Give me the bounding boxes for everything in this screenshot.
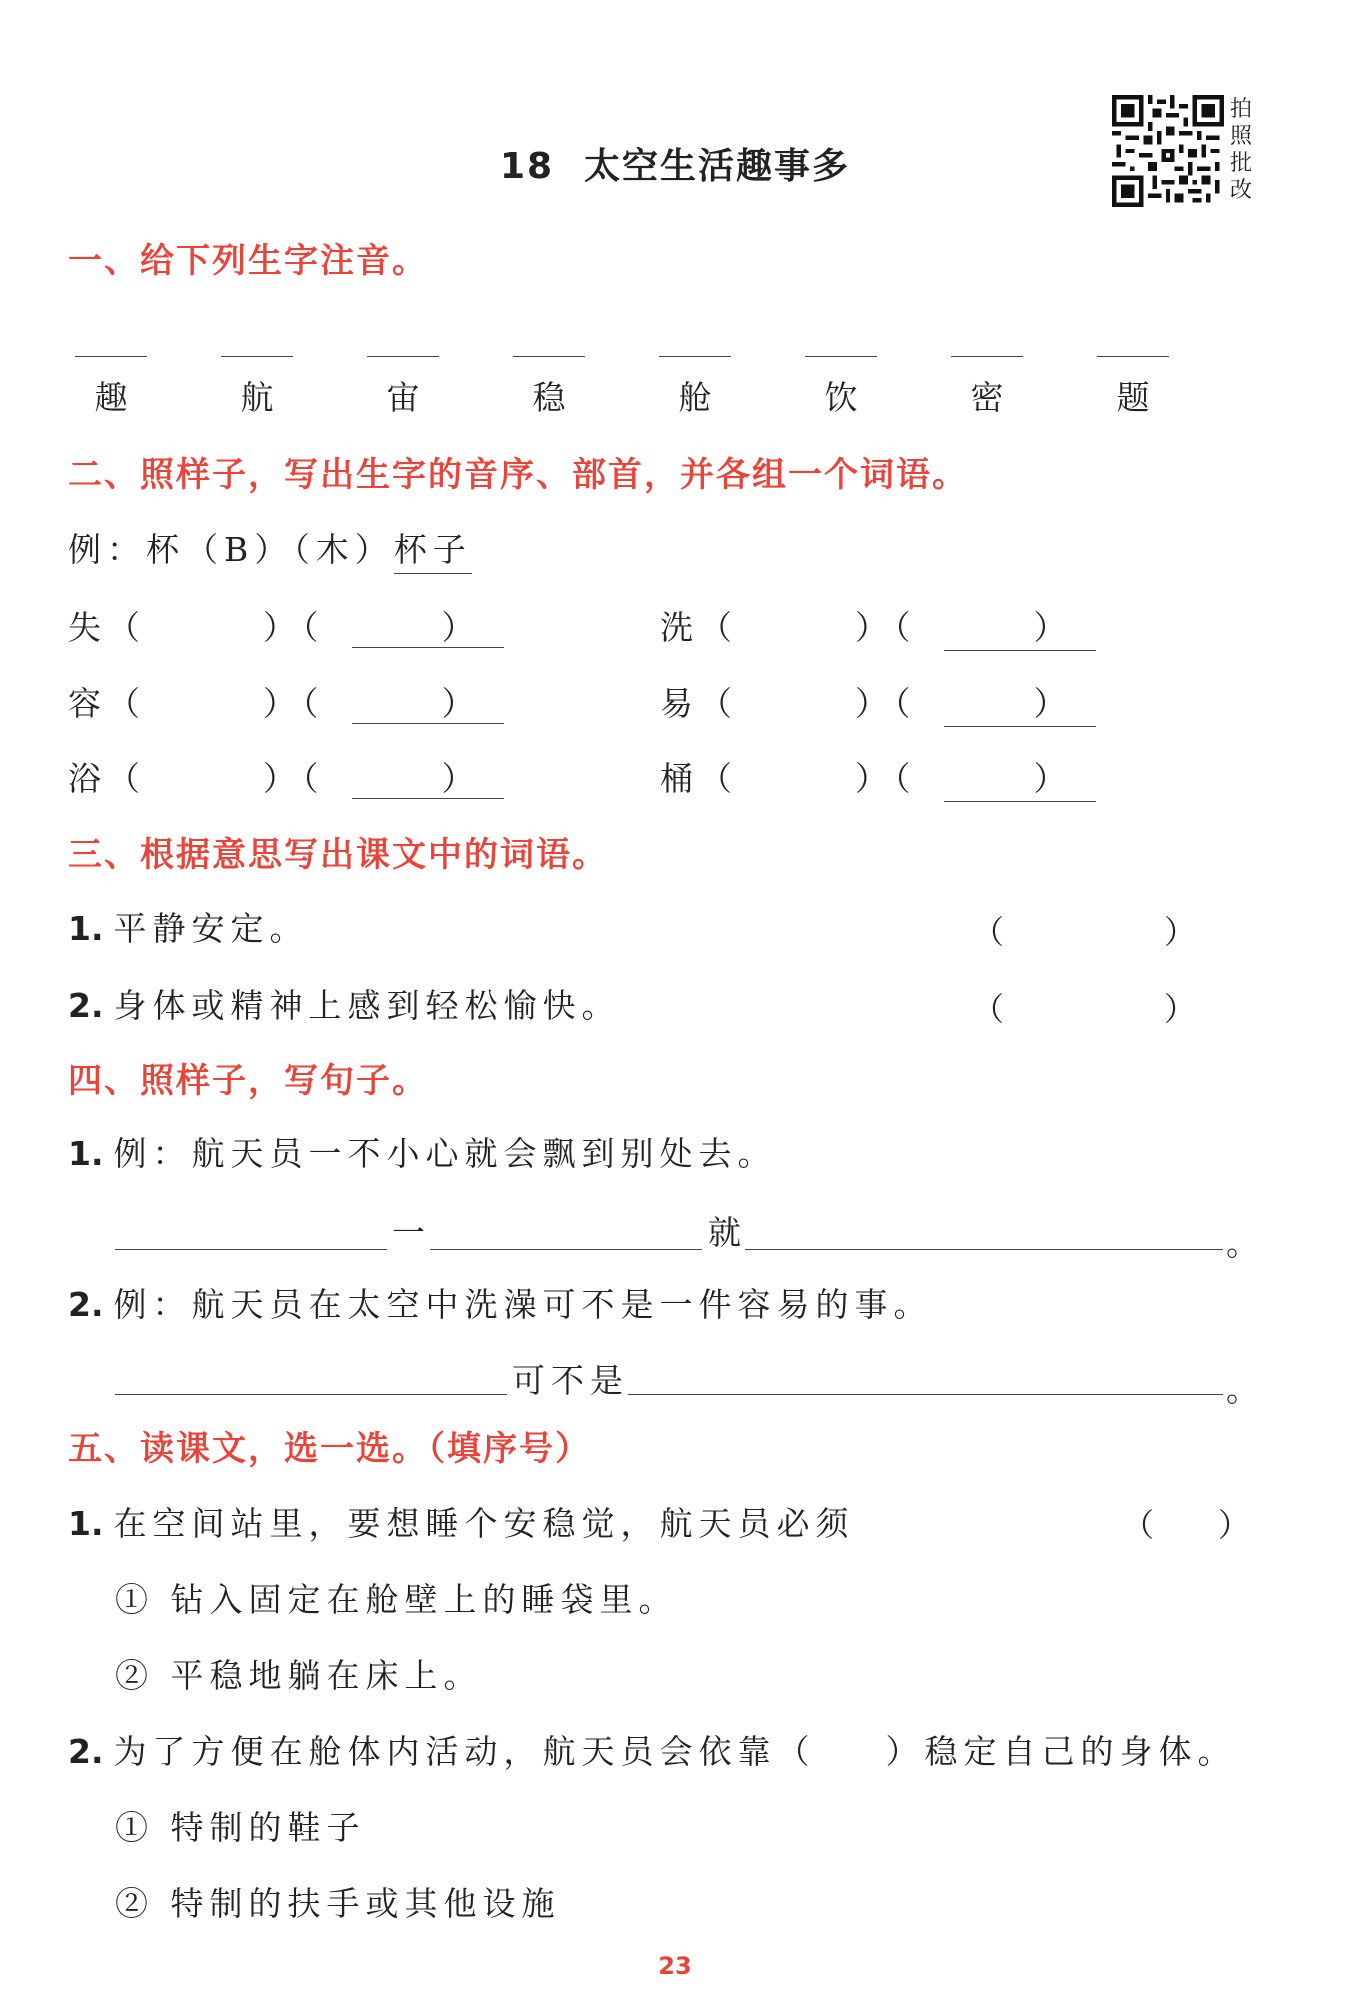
question-text: 例：航天员在太空中洗澡可不是一件容易的事。: [113, 1285, 933, 1324]
item-char: 桶: [660, 759, 699, 798]
qr-label: 拍照批改: [1230, 97, 1253, 203]
answer-blank[interactable]: [352, 647, 504, 648]
qr-code-icon[interactable]: [1112, 95, 1224, 207]
pinyin-char: 舱: [678, 378, 712, 417]
question-text: 在空间站里，要想睡个安稳觉，航天员必须: [113, 1504, 855, 1543]
question-item: [68, 1128, 777, 1175]
section-4-heading: 四、照样子，写句子。: [68, 1061, 428, 1101]
answer-blank[interactable]: [352, 798, 504, 799]
answer-blank[interactable]: [628, 1394, 1223, 1395]
question-text: 例：航天员一不小心就会飘到别处去。: [113, 1134, 777, 1173]
question-text: ）稳定自己的身体。: [885, 1732, 1237, 1771]
pinyin-blank[interactable]: [75, 356, 147, 357]
item-parens[interactable]: （ ）（ ）: [107, 608, 481, 647]
connector-word: 一: [392, 1213, 431, 1252]
option-item[interactable]: ① 特制的鞋子: [115, 1808, 366, 1847]
question-item: [68, 1498, 855, 1545]
answer-parens[interactable]: （ ）: [972, 913, 1197, 951]
item-parens[interactable]: （ ）（ ）: [107, 759, 481, 798]
pinyin-char: 密: [970, 378, 1004, 417]
question-text: 身体或精神上感到轻松愉快。: [113, 986, 621, 1025]
question-number: 1.: [68, 909, 104, 948]
item-char: 洗: [660, 608, 699, 647]
option-item[interactable]: ② 平稳地躺在床上。: [115, 1656, 483, 1695]
pinyin-blank[interactable]: [659, 356, 731, 357]
pinyin-blank[interactable]: [805, 356, 877, 357]
answer-parens[interactable]: （ ）: [972, 990, 1197, 1028]
char-row-item: [68, 753, 481, 800]
option-item[interactable]: ① 钻入固定在舱壁上的睡袋里。: [115, 1580, 678, 1619]
item-parens[interactable]: （ ）（ ）: [107, 684, 481, 723]
question-item: [68, 1726, 1237, 1773]
question-number: 1.: [68, 1504, 104, 1543]
section-1-heading: 一、给下列生字注音。: [68, 241, 428, 281]
item-parens[interactable]: （ ）（ ）: [699, 684, 1073, 723]
section-3-heading: 三、根据意思写出课文中的词语。: [68, 835, 608, 875]
example-prefix: 例：杯（B）（木）: [68, 530, 394, 569]
question-number: 1.: [68, 1134, 104, 1173]
item-char: 失: [68, 608, 107, 647]
pinyin-blank[interactable]: [221, 356, 293, 357]
question-number: 2.: [68, 1732, 104, 1771]
answer-blank[interactable]: [944, 726, 1096, 727]
question-number: 2.: [68, 986, 104, 1025]
section-2-example: [68, 524, 472, 571]
sentence-end: 。: [1226, 1224, 1265, 1263]
pinyin-char: 航: [240, 378, 274, 417]
answer-blank[interactable]: [430, 1249, 702, 1250]
lesson-title: 太空生活趣事多: [584, 146, 851, 187]
pinyin-char: 趣: [94, 378, 128, 417]
item-parens[interactable]: （ ）（ ）: [699, 608, 1073, 647]
char-row-item: [660, 678, 1073, 725]
pinyin-char: 宙: [386, 378, 420, 417]
pinyin-char: 题: [1116, 378, 1150, 417]
question-item: [68, 1279, 933, 1326]
char-row-item: [68, 678, 481, 725]
page-number: 23: [658, 1952, 692, 1980]
pinyin-char: 稳: [532, 378, 566, 417]
question-item: [68, 980, 621, 1027]
connector-word: 就: [708, 1213, 747, 1252]
pinyin-blank[interactable]: [1097, 356, 1169, 357]
item-parens[interactable]: （ ）（ ）: [699, 759, 1073, 798]
example-word: 杯子: [394, 530, 472, 574]
connector-word: 可不是: [512, 1361, 629, 1400]
item-char: 易: [660, 684, 699, 723]
question-text: 平静安定。: [113, 909, 309, 948]
question-text: 为了方便在舱体内活动，航天员会依靠（: [113, 1732, 816, 1771]
option-item[interactable]: ② 特制的扶手或其他设施: [115, 1884, 561, 1923]
item-char: 浴: [68, 759, 107, 798]
sentence-end: 。: [1226, 1370, 1265, 1409]
char-row-item: [68, 602, 481, 649]
lesson-number: 18: [499, 146, 555, 187]
answer-blank[interactable]: [944, 801, 1096, 802]
answer-parens[interactable]: （ ）: [1122, 1506, 1251, 1544]
pinyin-blank[interactable]: [513, 356, 585, 357]
char-row-item: [660, 753, 1073, 800]
section-5-heading: 五、读课文，选一选。（填序号）: [68, 1429, 591, 1469]
question-item: [68, 903, 309, 950]
pinyin-blank[interactable]: [951, 356, 1023, 357]
answer-blank[interactable]: [115, 1394, 507, 1395]
answer-blank[interactable]: [745, 1249, 1223, 1250]
pinyin-blank[interactable]: [367, 356, 439, 357]
answer-blank[interactable]: [944, 650, 1096, 651]
pinyin-char: 饮: [824, 378, 858, 417]
item-char: 容: [68, 684, 107, 723]
answer-blank[interactable]: [352, 723, 504, 724]
char-row-item: [660, 602, 1073, 649]
answer-blank[interactable]: [115, 1249, 387, 1250]
question-number: 2.: [68, 1285, 104, 1324]
section-2-heading: 二、照样子，写出生字的音序、部首，并各组一个词语。: [68, 455, 968, 495]
